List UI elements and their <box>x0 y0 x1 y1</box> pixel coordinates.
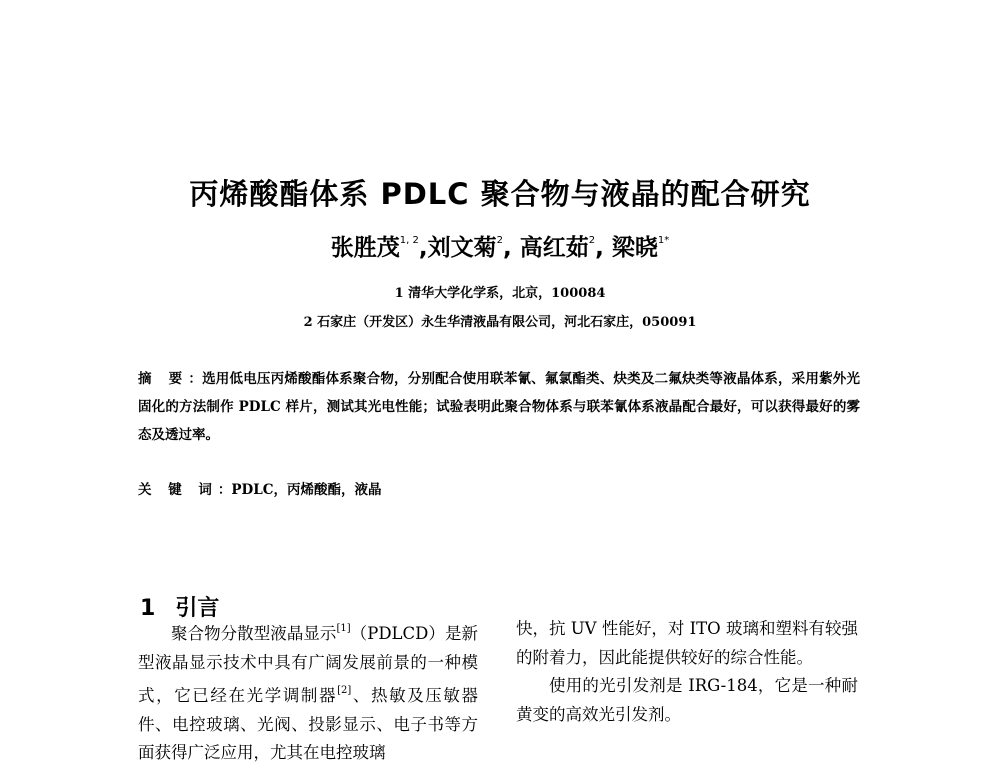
body-paragraph: 使用的光引发剂是 IRG-184，它是一种耐黄变的高效光引发剂。 <box>516 676 858 724</box>
paper-title: 丙烯酸酯体系 PDLC 聚合物与液晶的配合研究 <box>189 177 811 211</box>
affiliation-1: 1 清华大学化学系，北京，100084 <box>394 286 606 301</box>
body-paragraph: 快，抗 UV 性能好，对 ITO 玻璃和塑料有较强的附着力，因此能提供较好的综合性能。 <box>516 619 858 667</box>
author-name: 刘文菊 <box>427 235 497 261</box>
abstract-label: 摘 要 <box>138 371 189 387</box>
section-number: 1 <box>140 596 156 622</box>
author-affil-marker: 2 <box>496 235 503 246</box>
author-separator: , <box>418 235 428 261</box>
body-text: 聚合物分散型液晶显示 <box>171 624 337 643</box>
author-affil-marker: 2 <box>588 235 596 246</box>
section-title: 引言 <box>175 596 220 622</box>
author-separator: , <box>502 235 520 261</box>
keywords: 关 键 词：PDLC，丙烯酸酯，液晶 <box>138 482 382 498</box>
author-name: 高红茹 <box>519 235 589 261</box>
body-paragraph <box>138 615 478 768</box>
author-name: 张胜茂 <box>330 235 400 261</box>
author-affil-marker: 1* <box>657 235 670 246</box>
abstract-text: 选用低电压丙烯酸酯体系聚合物，分别配合使用联苯氰、氟氯酯类、炔类及二氟炔类等液晶体系，采用紫外光固化的方法制作 PDLC 样片，测试其光电性能；试验表明此聚合物体系与联苯氰体系液晶配合最好，可以获得最好的雾态及透过率。 <box>138 371 861 443</box>
author-name: 梁晓 <box>611 235 658 261</box>
citation-ref: [2] <box>337 685 352 697</box>
body-text: （PDLCD）是新型液晶显示技术中具有广阔发展前景的一种模式，它已经在光学调制器 <box>138 624 478 706</box>
body-column-left <box>138 615 478 768</box>
body-text: 、热敏及压敏器件、电控玻璃、光阀、投影显示、电子书等方面获得广泛应用，尤其在电控玻璃 <box>138 686 479 763</box>
keywords-text: PDLC，丙烯酸酯，液晶 <box>231 482 382 498</box>
author-affil-marker: 1, 2 <box>399 235 419 246</box>
body-column-right <box>516 615 858 729</box>
author-separator: , <box>595 235 612 261</box>
affiliation-2: 2 石家庄（开发区）永生华清液晶有限公司，河北石家庄，050091 <box>303 315 697 330</box>
abstract: 摘 要：选用低电压丙烯酸酯体系聚合物，分别配合使用联苯氰、氟氯酯类、炔类及二氟炔类等液晶体系，采用紫外光固化的方法制作 PDLC 样片，测试其光电性能；试验表明此聚合物体系与联苯氰体系液晶配合最好，可以获得最好的雾态及透过率。 <box>138 371 861 443</box>
author-list <box>0 229 1000 262</box>
citation-ref: [1] <box>336 623 351 634</box>
keywords-label: 关 键 词 <box>138 482 218 498</box>
